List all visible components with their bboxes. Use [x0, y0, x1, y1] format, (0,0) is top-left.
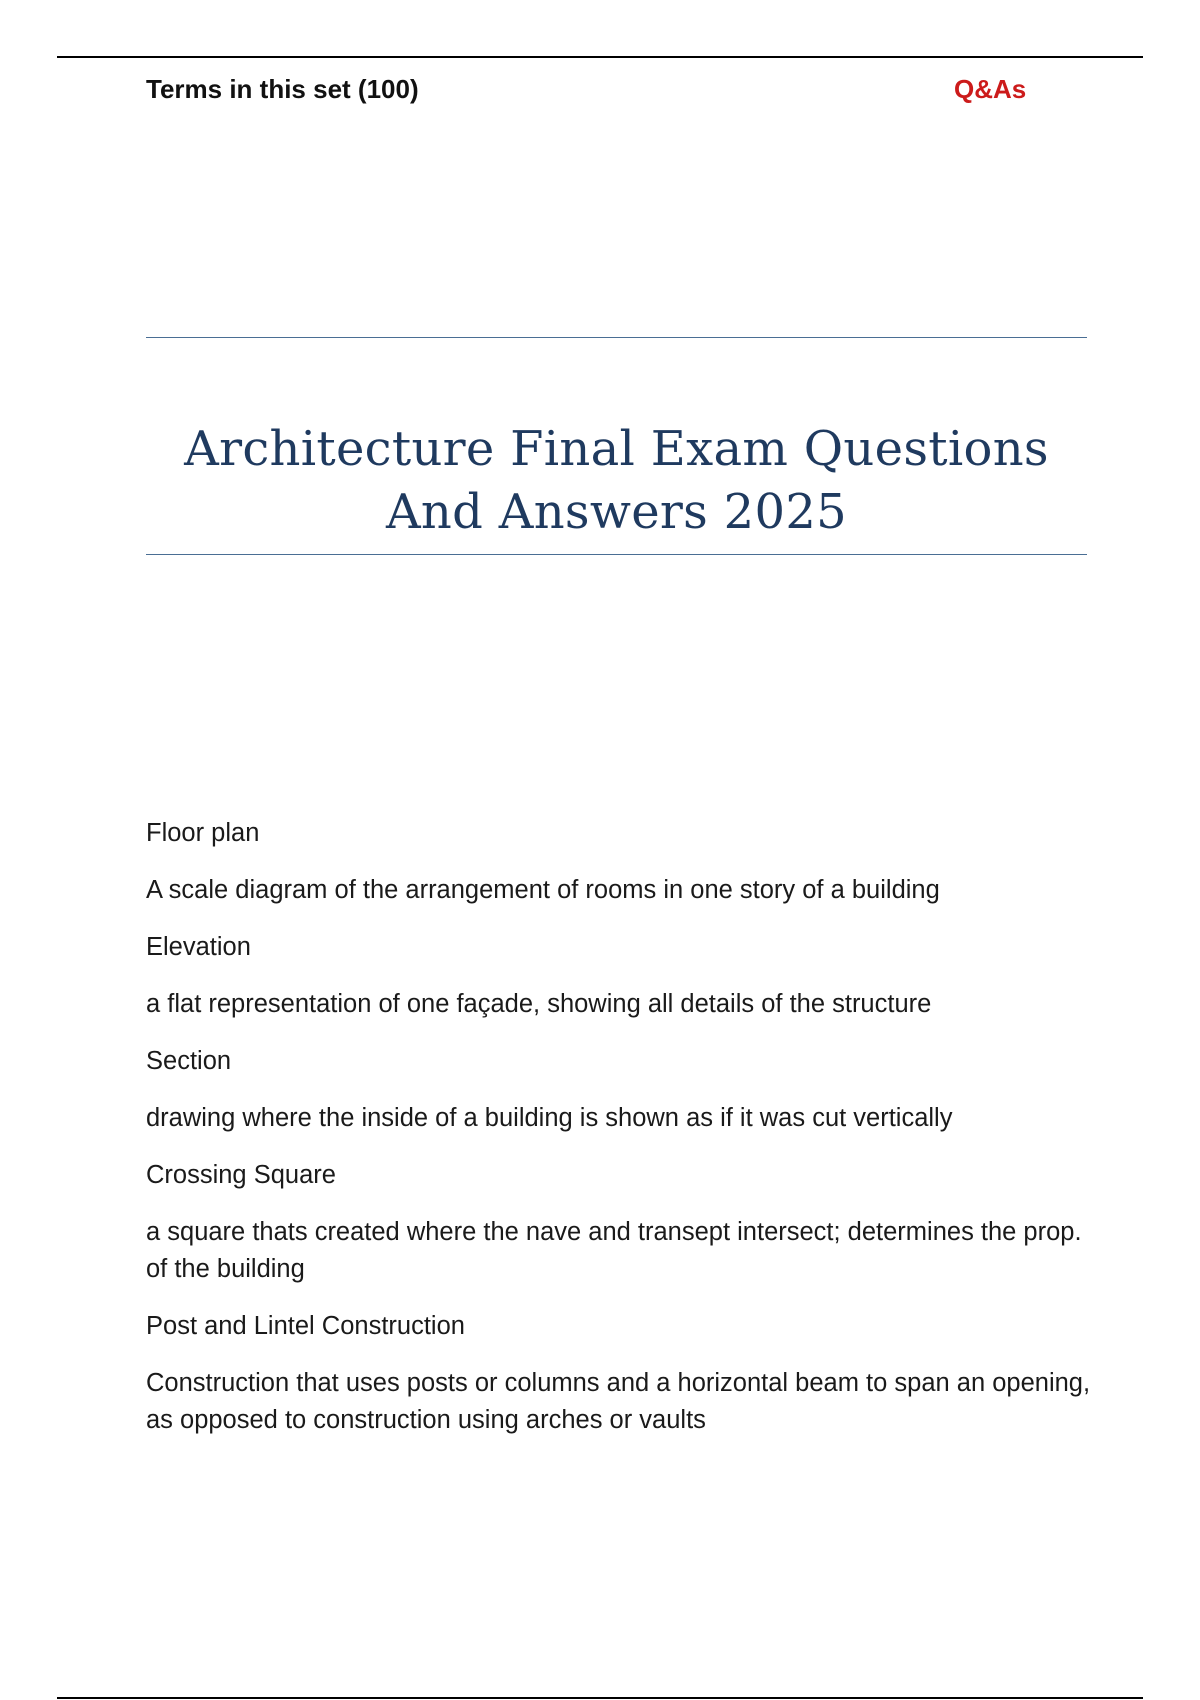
qa-term: Post and Lintel Construction — [146, 1312, 465, 1340]
bottom-divider — [57, 1697, 1143, 1699]
qa-list — [146, 815, 1106, 1439]
document-title: Architecture Final Exam Questions And Answers 2025 — [184, 421, 1049, 540]
qa-definition: a flat representation of one façade, showing all details of the structure — [146, 990, 932, 1018]
terms-count-label: Terms in this set (100) — [146, 74, 419, 104]
qa-term: Crossing Square — [146, 1161, 336, 1189]
qas-badge: Q&As — [954, 74, 1027, 104]
qa-term: Floor plan — [146, 819, 260, 847]
title-top-rule — [146, 337, 1087, 338]
qa-term: Section — [146, 1047, 232, 1075]
qa-term: Elevation — [146, 933, 251, 961]
qa-definition: Construction that uses posts or columns and a horizontal beam to span an opening, as opposed to construction using arches or vaults — [146, 1369, 1091, 1434]
qa-definition: a square thats created where the nave and transept intersect; determines the prop. of the building — [146, 1218, 1082, 1283]
qa-definition: A scale diagram of the arrangement of rooms in one story of a building — [146, 876, 940, 904]
qa-definition: drawing where the inside of a building is shown as if it was cut vertically — [146, 1104, 953, 1132]
title-bottom-rule — [146, 554, 1087, 555]
top-divider — [57, 56, 1143, 58]
